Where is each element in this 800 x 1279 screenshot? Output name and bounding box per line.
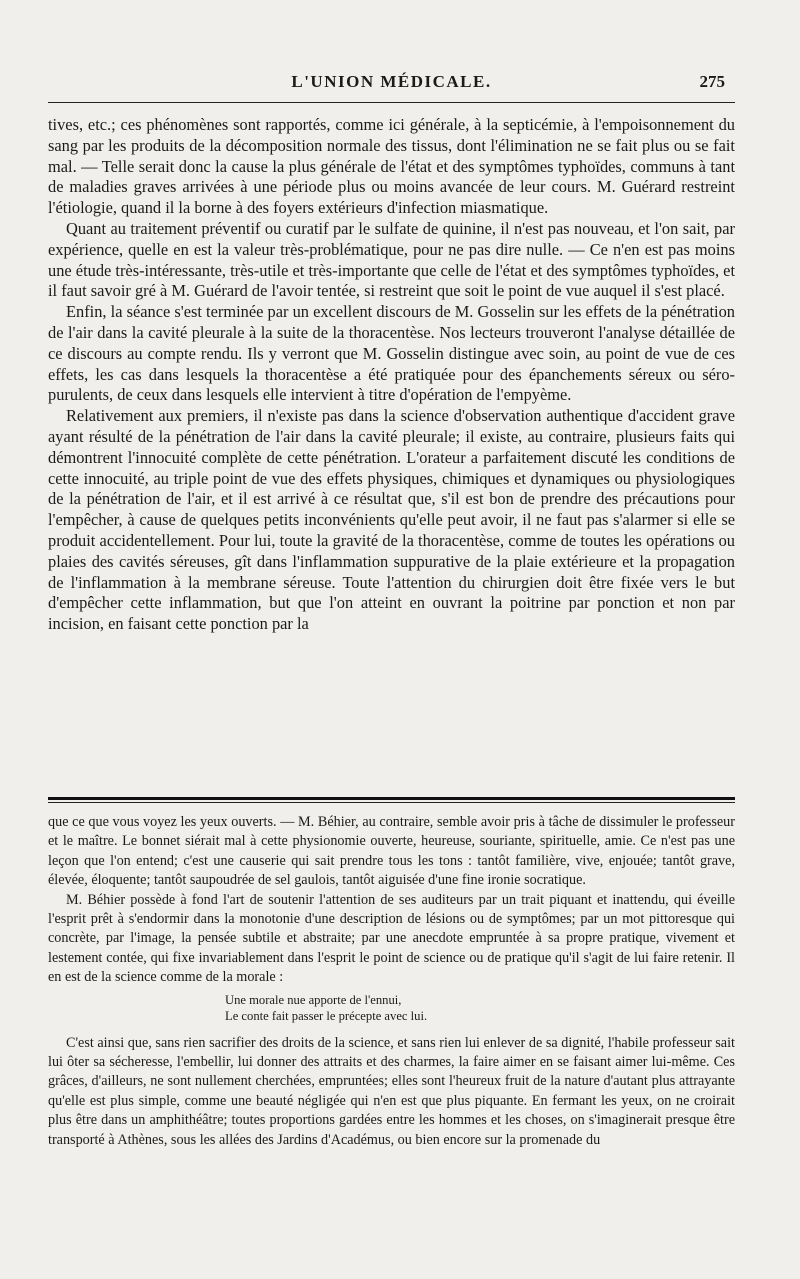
paragraph: Quant au traitement préventif ou curatif par le sulfate de quinine, il n'est pas nouveau, et l'on sait, par expérience, quelle en est la valeur très-problématique, pour ne pas dire nulle. — Ce n'en est pas moins une étude très-intéressante, très-utile et très-importante que celle de l'état et des symptômes typhoïdes, et il faut savoir gré à M. Guérard de l'avoir tentée, si restreint que soit le point de vue auquel il s'est placé. xyxy=(48,218,735,301)
page-number: 275 xyxy=(699,72,725,91)
paragraph: Enfin, la séance s'est terminée par un excellent discours de M. Gosselin sur les effets de la pénétration de l'air dans la cavité pleurale à la suite de la thoracentèse. Nos lecteurs trouveront l'analyse détaillée de ce discours au compte rendu. Ils y verront que M. Gosselin distingue avec soin, au point de vue de ces effets, les cas dans lesquels la thoracentèse a été pratiquée pour des épanchements séreux ou séro-purulents, de ceux dans lesquels elle intervient à titre d'opération de l'empyème. xyxy=(48,302,735,405)
running-title: L'UNION MÉDICALE. xyxy=(291,72,492,91)
paragraph: M. Béhier possède à fond l'art de soutenir l'attention de ses auditeurs par un trait piquant et inattendu, qui éveille l'esprit prêt à s'endormir dans la monotonie d'une description de lésions ou de symptômes; par un mot pittoresque qui concrète, par l'image, la pensée subtile et abstraite; par une anecdote empruntée à sa propre pratique, vivement et lestement contée, qui fixe invariablement dans l'esprit le point de science ou de pratique qu'il s'agit de lui faire retenir. Il en est de la science comme de la morale : xyxy=(48,891,735,986)
main-article xyxy=(48,115,735,635)
feuilleton xyxy=(48,813,735,1150)
verse-line: Une morale nue apporte de l'ennui, xyxy=(225,992,402,1007)
journal-page xyxy=(48,0,735,1279)
verse-quote xyxy=(225,992,735,1024)
thick-rule xyxy=(48,797,735,800)
paragraph: C'est ainsi que, sans rien sacrifier des droits de la science, et sans rien lui enlever de sa dignité, l'habile professeur sait lui ôter sa sécheresse, l'embellir, lui donner des attraits et des charmes, la faire aimer en se faisant aimer lui-même. Ces grâces, d'ailleurs, ne sont nullement cherchées, empruntées; elles sont l'heureux fruit de la nature d'autant plus attrayante qu'elle est plus simple, comme une beauté négligée qui n'en est que plus piquante. En fermant les yeux, on ne croirait plus être dans un amphithéâtre; toutes proportions gardées entre les hommes et les choses, on s'imaginerait presque être transporté à Athènes, sous les allées des Jardins d'Académus, ou bien encore sur la promenade du xyxy=(48,1034,735,1148)
paragraph: Relativement aux premiers, il n'existe pas dans la science d'observation authentique d'accident grave ayant résulté de la pénétration de l'air dans la cavité pleurale; il existe, au contraire, plusieurs faits qui démontrent l'innocuité complète de cette pénétration. L'orateur a parfaitement discuté les conditions de cette innocuité, au triple point de vue des effets physiques, chimiques et dynamiques ou physiologiques de la pénétration de l'air, et il est arrivé à ce résultat que, s'il est bon de prendre des précautions pour l'empêcher, à cause de quelques petits inconvénients qu'elle peut avoir, il ne faut pas s'alarmer si elle se produit accidentellement. Pour lui, toute la gravité de la thoracentèse, comme de toutes les opérations ou plaies des cavités séreuses, gît dans l'inflammation suppurative de la plaie extérieure et la propagation de l'inflammation à la membrane séreuse. Toute l'attention du chirurgien doit être fixée vers le but d'empêcher cette inflammation, but que l'on atteint en ouvrant la poitrine par ponction et non par incision, en faisant cette ponction par la xyxy=(48,406,735,634)
thin-rule xyxy=(48,802,735,803)
feuilleton-divider xyxy=(48,797,735,803)
paragraph: tives, etc.; ces phénomènes sont rapportés, comme ici générale, à la septicémie, à l'empoisonnement du sang par les produits de la décomposition normale des tissus, dont l'élimination ne se fait plus ou se fait mal. — Telle serait donc la cause la plus générale de l'état et des symptômes typhoïdes, communs à tant de maladies graves arrivées à une période plus ou moins avancée de leur cours. M. Guérard restreint l'étiologie, quand il la borne à des foyers extérieurs d'infection miasmatique. xyxy=(48,115,735,218)
paragraph: que ce que vous voyez les yeux ouverts. — M. Béhier, au contraire, semble avoir pris à tâche de dissimuler le professeur et le maître. Le bonnet siérait mal à cette physionomie ouverte, heureuse, souriante, spirituelle, amie. Ce n'est pas une leçon que l'on entend; c'est une causerie qui sait prendre tous les tons : tantôt familière, vive, enjouée; tantôt grave, élevée, éloquente; tantôt saupoudrée de sel gaulois, tantôt aiguisée d'une fine ironie socratique. xyxy=(48,814,735,889)
page-header xyxy=(48,72,735,98)
verse-line: Le conte fait passer le précepte avec lui. xyxy=(225,1008,428,1023)
header-rule xyxy=(48,102,735,103)
